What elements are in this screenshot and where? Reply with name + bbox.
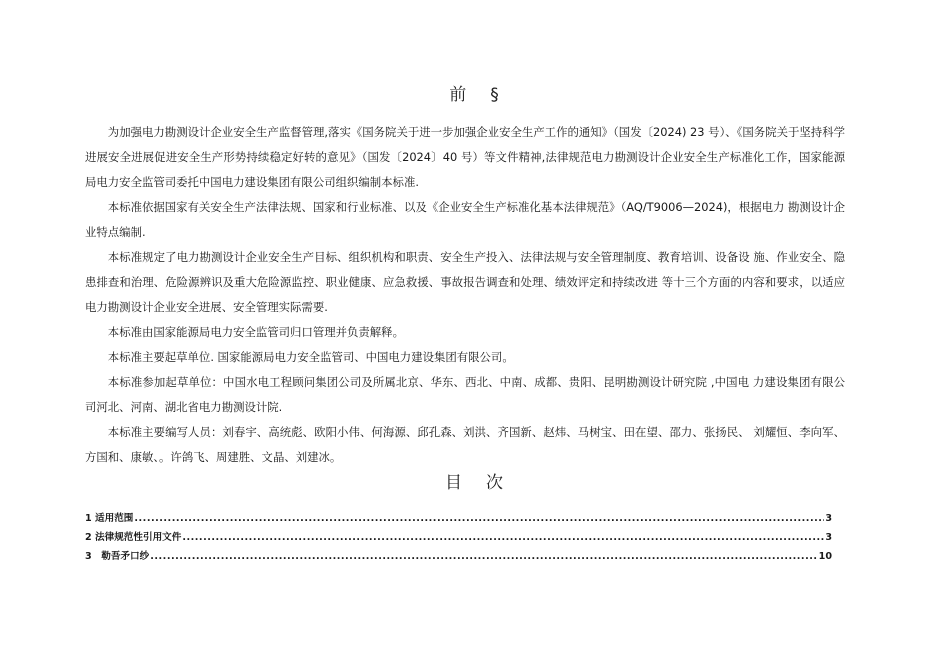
preface-body: [85, 120, 845, 470]
preface-paragraph: 为加强电力勘测设计企业安全生产监督管理,落实《国务院关于进一步加强企业安全生产工作的通知》（国发〔2024) 23 号）、《国务院关于坚持科学进展安全进展促进安全生产形势持续稳定好转的意见》（国发〔2024〕40 号）等文件精神,法律规范电力勘测设计企业安全生产标准化工作，国家能源局电力安全监管司委托中国电力建设集团有限公司组织编制本标准.: [85, 125, 845, 189]
preface-paragraph: 本标准参加起草单位：中国水电工程顾问集团公司及所属北京、华东、西北、中南、成都、贵阳、昆明勘测设计研究院 ,中国电 力建设集团有限公司河北、河南、湖北省电力勘测设计院.: [85, 375, 845, 414]
toc-entry-page: 10: [818, 551, 832, 562]
toc-entry-title[interactable]: 2 法律规范性引用文件: [85, 532, 182, 543]
toc-leader-dots: [150, 547, 817, 566]
toc-heading: [0, 468, 950, 493]
toc-leader-dots: [182, 528, 824, 547]
toc-entry-title[interactable]: 1 适用范围: [85, 513, 134, 524]
preface-paragraph: 本标准主要起草单位. 国家能源局电力安全监管司、中国电力建设集团有限公司。: [107, 350, 514, 364]
preface-paragraph: 本标准主要编写人员：刘春宇、高统彪、欧阳小伟、何海源、邱孔森、刘洪、齐国新、赵炜、马树宝、田在望、邵力、张扬民、 刘耀恒、李向军、方国和、康敏、。许鸽飞、周建胜、文晶、刘建冰。: [85, 425, 845, 464]
toc-entry-page: 3: [825, 532, 832, 543]
preface-heading-left: 前: [449, 85, 469, 105]
toc-entry-page: 3: [825, 513, 832, 524]
toc-heading-right: 次: [486, 473, 505, 493]
toc-heading-left: 目: [445, 473, 464, 493]
preface-heading-right: §: [490, 85, 501, 105]
preface-paragraph: 本标准由国家能源局电力安全监管司归口管理并负责解释。: [107, 325, 404, 339]
preface-heading: [0, 80, 950, 105]
preface-paragraph: 本标准依据国家有关安全生产法律法规、国家和行业标准、以及《企业安全生产标准化基本法律规范》（AQ/T9006—2024)，根据电力 勘测设计企业特点编制.: [85, 200, 845, 239]
table-of-contents: [85, 509, 832, 566]
toc-entry[interactable]: [85, 547, 832, 566]
toc-entry[interactable]: [85, 528, 832, 547]
toc-entry-title[interactable]: 3 勒吾矛口纱: [85, 551, 150, 562]
toc-leader-dots: [134, 509, 824, 528]
toc-entry[interactable]: [85, 509, 832, 528]
preface-paragraph: 本标准规定了电力勘测设计企业安全生产目标、组织机构和职责、安全生产投入、法律法规与安全管理制度、教育培训、设备设 施、作业安全、隐患排查和治理、危险源辨识及重大危险源监控、职业健康、应急救援、事故报告调查和处理、绩效评定和持续改进 等十三个方面的内容和要求，以适应电力勘测设计企业安全进展、安全管理实际需要.: [85, 250, 845, 314]
